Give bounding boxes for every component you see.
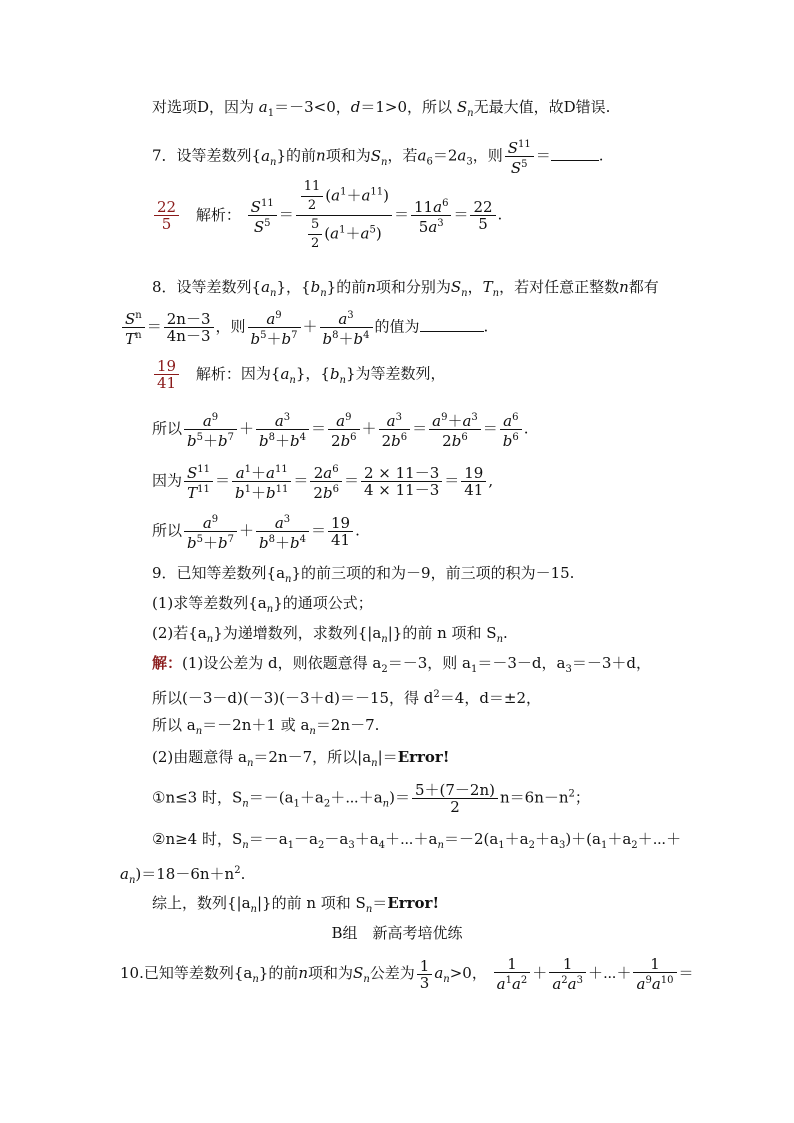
q9-solution-6: ②n≥4 时，$S_n=-a_1-a_2-a_3+a_4+\cdots+a_n=-2(a_1+a_2+a_3)+(a_1+a_2+\cdots+$ [152, 830, 682, 851]
q9-solution-2: 所以(－3－d)(－3)(－3＋d)＝－15，得 $d^2=4$，d＝±2， [152, 689, 542, 707]
q9-solution-5: ①n≤3 时，$S_n=-(a_1+a_2+\cdots+a_n)=$ $\frac{5+(7-2n)}{2}$ $n=6n-n^2$； [152, 781, 590, 816]
q9-solution-7: $a_n)=18-6n+n^2$. [120, 865, 246, 886]
question-7: 7．设等差数列$\{a_n\}$的前n项和为$S_n$，若$a_6=2a_3$，则 $\frac{S^{11}}{S^5}$ ＝ . [152, 139, 604, 177]
q9-solution-8: 综上，数列$\{|a_n|\}$的前 n 项和 $S_n=Error$! [152, 894, 440, 915]
q9-solution-3: 所以 $a_n=-2n+1$ 或 $a_n=2n-7$. [152, 716, 380, 737]
question-9-part-2: (2)若$\{a_n\}$为递增数列，求数列$\{|a_n|\}$的前 n 项和 $S_n$. [152, 624, 508, 645]
q9-solution-1: 解：(1)设公差为 d，则依题意得 $a_2=-3$，则 $a_1=-3-d$，$a_3=-3+d$， [152, 654, 651, 675]
q8-step-2: 因为 $\frac{S^{11}}{T^{11}}$ ＝ $\frac{a^1+a^{11}}{b^1+b^{11}}$ ＝ $\frac{2a^6}{2b^6}$ ＝ $\frac{2 \times 11-3}{4 \times 11-3}$ ＝ $\frac{19}{41}$ , [152, 464, 494, 502]
question-9-part-1: (1)求等差数列$\{a_n\}$的通项公式； [152, 594, 373, 615]
question-7-answer: $\frac{22}{5}$ 解析： $\frac{S^{11}}{S^5}$ ＝ $\frac{11}{2}$ $(a^1+a^{11})$ $\frac{5}{2}$ $(a^1+a^5)$ ＝ $\frac{11a^6}{5a^3}$ ＝ $\frac{22}{5}$ . [152, 178, 502, 253]
question-10: 10.已知等差数列$\{a_n\}$的前n项和为$S_n$公差为 $\frac{1}{3}$ $a_n>0$， $\frac{1}{a^1a^2}$ ＋ $\frac{1}{a^2a^3}$ ＋⋯＋ $\frac{1}{a^9a^{10}}$ ＝ [120, 955, 694, 993]
question-8-answer: $\frac{19}{41}$ 解析：因为$\{a_n\}$，$\{b_n\}$为等差数列， [152, 358, 446, 392]
q8-step-3: 所以 $\frac{a^9}{b^5+b^7}$ ＋ $\frac{a^3}{b^8+b^4}$ ＝ $\frac{19}{41}$ . [152, 514, 360, 552]
question-9: 9．已知等差数列$\{a_n\}$的前三项的和为－9，前三项的积为－15. [152, 564, 575, 585]
answer-fraction: $\frac{22}{5}$ [154, 199, 179, 232]
question-8: 8．设等差数列$\{a_n\}$，$\{b_n\}$的前n项和分别为$S_n$，$T_n$，若对任意正整数n都有 [152, 278, 659, 299]
q9-solution-4: (2)由题意得 $a_n=2n-7$，所以$|a_n|=Error$! [152, 748, 450, 769]
text-line-d-option: 对选项D，因为 $a_1=-3<0$，d＝1>0，所以 $S_n$无最大值，故D错误. [152, 98, 611, 119]
question-8-cont: $\frac{S^n}{T^n}$ ＝ $\frac{2n-3}{4n-3}$ ，则 $\frac{a^9}{b^5+b^7}$ ＋ $\frac{a^3}{b^8+b^4}$ 的值为 . [120, 308, 488, 347]
section-title-b: B组 新高考培优练 [331, 924, 463, 942]
answer-fraction: $\frac{19}{41}$ [154, 358, 179, 391]
q8-step-1: 所以 $\frac{a^9}{b^5+b^7}$ ＋ $\frac{a^3}{b^8+b^4}$ ＝ $\frac{a^9}{2b^6}$ ＋ $\frac{a^3}{2b^6}$ ＝ $\frac{a^9+a^3}{2b^6}$ ＝ $\frac{a^6}{b^6}$ . [152, 412, 529, 450]
